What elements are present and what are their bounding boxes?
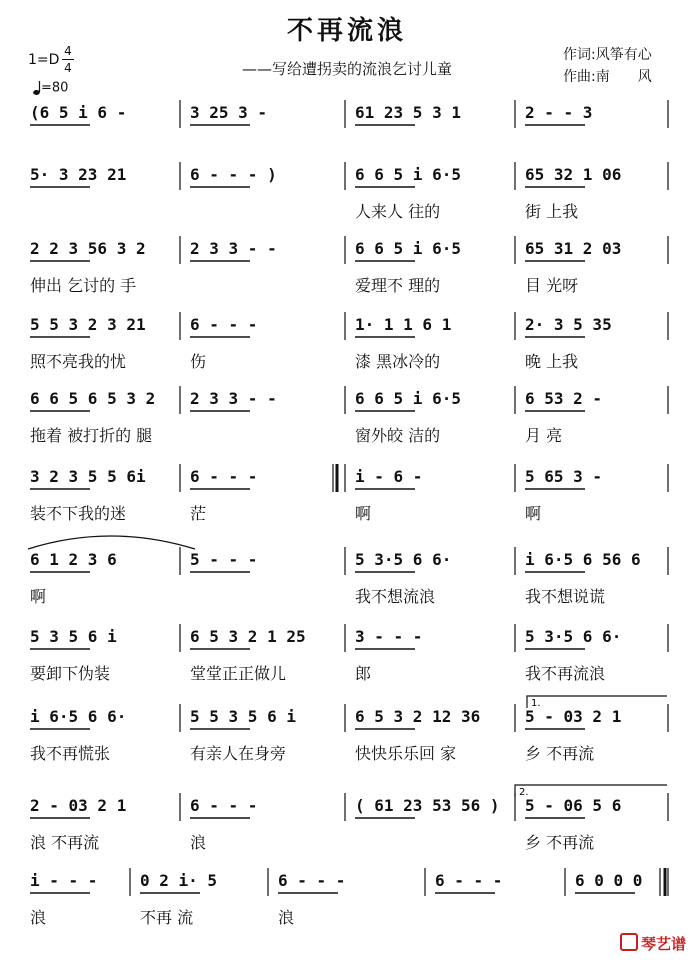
time-signature-bottom: 4 xyxy=(64,61,72,75)
measure-notes: 6 - - - ) xyxy=(190,165,277,184)
qinyipu-logo-icon xyxy=(620,933,638,951)
measure-lyrics: 照不亮我的忧 xyxy=(30,352,127,371)
measure-notes: i - - - xyxy=(30,871,98,890)
measure-lyrics: 浪 xyxy=(190,833,207,852)
measure-notes: i - 6 - xyxy=(355,467,423,486)
volta-number: 2. xyxy=(519,787,529,798)
tempo-value: =80 xyxy=(41,80,69,96)
measure-notes: 6 6 5 i 6·5 xyxy=(355,239,461,258)
measure-lyrics: 快快乐乐回 家 xyxy=(355,744,457,763)
volta-number: 1. xyxy=(531,698,541,709)
measure-notes: 6 - - - xyxy=(190,315,258,334)
measure-lyrics: 啊 xyxy=(355,504,372,523)
measure-notes: 5 - - - xyxy=(190,550,258,569)
measure-lyrics: 浪 xyxy=(30,908,47,927)
measure-lyrics: 啊 xyxy=(30,587,47,606)
measure-lyrics: 目 光呀 xyxy=(525,276,579,295)
measure-lyrics: 啊 xyxy=(525,504,542,523)
measure-lyrics: 不再 流 xyxy=(140,908,194,927)
measure-notes: 5· 3 23 21 xyxy=(30,165,127,184)
measure-notes: 1· 1 1 6 1 xyxy=(355,315,452,334)
measure-notes: 6 0 0 0 xyxy=(575,871,643,890)
measure-notes: 6 6 5 i 6·5 xyxy=(355,389,461,408)
measure-lyrics: 茫 xyxy=(190,504,207,523)
composer-credit: 作曲:南 风 xyxy=(563,69,652,85)
measure-notes: 61 23 5 3 1 xyxy=(355,103,461,122)
measure-lyrics: 要卸下伪装 xyxy=(30,664,111,683)
measure-notes: 5 5 3 5 6 i xyxy=(190,707,296,726)
measure-notes: 6 5 3 2 12 36 xyxy=(355,707,481,726)
measure-notes: 6 - - - xyxy=(190,467,258,486)
measure-notes: 2 - 03 2 1 xyxy=(30,796,127,815)
measure-lyrics: 伤 xyxy=(190,352,207,371)
measure-lyrics: 爱理不 理的 xyxy=(355,276,441,295)
measure-lyrics: 月 亮 xyxy=(525,426,563,445)
measure-notes: ( 61 23 53 56 ) xyxy=(355,796,500,815)
measure-lyrics: 浪 xyxy=(278,908,295,927)
key-signature: 1=D xyxy=(28,52,60,68)
measure-notes: 5 - 06 5 6 xyxy=(525,796,622,815)
measure-notes: 2· 3 5 35 xyxy=(525,315,612,334)
song-title: 不再流浪 xyxy=(286,16,407,46)
measure-notes: 5 3 5 6 i xyxy=(30,627,117,646)
volta-bracket xyxy=(515,785,667,797)
slur xyxy=(28,536,195,549)
measure-notes: 3 2 3 5 5 6i xyxy=(30,467,146,486)
measure-notes: 3 - - - xyxy=(355,627,423,646)
measure-lyrics: 街 上我 xyxy=(525,202,579,221)
measure-notes: 65 32 1 06 xyxy=(525,165,622,184)
measure-lyrics: 乡 不再流 xyxy=(525,744,595,763)
measure-lyrics: 我不想流浪 xyxy=(355,587,436,606)
measure-lyrics: 我不想说谎 xyxy=(525,587,606,606)
measure-lyrics: 伸出 乞讨的 手 xyxy=(30,276,137,295)
measure-lyrics: 堂堂正正做儿 xyxy=(190,664,287,683)
measure-notes: i 6·5 6 6· xyxy=(30,707,127,726)
measure-lyrics: 浪 不再流 xyxy=(30,833,100,852)
measure-notes: 5 - 03 2 1 xyxy=(525,707,622,726)
measure-notes: 6 53 2 - xyxy=(525,389,603,408)
song-subtitle: ——写给遭拐卖的流浪乞讨儿童 xyxy=(241,60,452,78)
measure-notes: i 6·5 6 56 6 xyxy=(525,550,641,569)
measure-notes: 6 6 5 i 6·5 xyxy=(355,165,461,184)
measure-lyrics: 窗外皎 洁的 xyxy=(355,426,441,445)
measure-notes: 6 - - - xyxy=(435,871,503,890)
lyricist-credit: 作词:风筝有心 xyxy=(563,47,652,63)
measure-lyrics: 人来人 往的 xyxy=(355,202,441,221)
measure-notes: 5 5 3 2 3 21 xyxy=(30,315,146,334)
measure-notes: 3 25 3 - xyxy=(190,103,268,122)
measure-notes: 65 31 2 03 xyxy=(525,239,622,258)
time-signature-top: 4 xyxy=(64,44,72,58)
measure-notes: 5 65 3 - xyxy=(525,467,603,486)
measure-notes: 5 3·5 6 6· xyxy=(525,627,622,646)
measure-lyrics: 装不下我的迷 xyxy=(30,504,127,523)
measure-notes: 2 2 3 56 3 2 xyxy=(30,239,146,258)
measure-notes: 5 3·5 6 6· xyxy=(355,550,452,569)
measure-notes: 2 3 3 - - xyxy=(190,239,277,258)
watermark xyxy=(620,933,686,954)
measure-notes: 6 - - - xyxy=(278,871,346,890)
measure-notes: 2 3 3 - - xyxy=(190,389,277,408)
measure-notes: (6 5 i 6 - xyxy=(30,103,127,122)
measure-lyrics: 郎 xyxy=(355,664,372,683)
measure-lyrics: 乡 不再流 xyxy=(525,833,595,852)
measure-notes: 0 2 i· 5 xyxy=(140,871,218,890)
measure-notes: 2 - - 3 xyxy=(525,103,593,122)
measure-notes: 6 1 2 3 6 xyxy=(30,550,117,569)
measure-notes: 6 6 5 6 5 3 2 xyxy=(30,389,156,408)
measure-notes: 6 - - - xyxy=(190,796,258,815)
measure-notes: 6 5 3 2 1 25 xyxy=(190,627,306,646)
measure-lyrics: 漆 黑冰冷的 xyxy=(355,352,441,371)
measure-lyrics: 晚 上我 xyxy=(525,352,579,371)
volta-bracket xyxy=(527,696,667,708)
watermark-text: 琴艺谱 xyxy=(641,935,687,953)
measure-lyrics: 拖着 被打折的 腿 xyxy=(30,426,153,445)
measure-lyrics: 我不再慌张 xyxy=(30,744,111,763)
measure-lyrics: 有亲人在身旁 xyxy=(190,744,287,763)
measure-lyrics: 我不再流浪 xyxy=(525,664,606,683)
